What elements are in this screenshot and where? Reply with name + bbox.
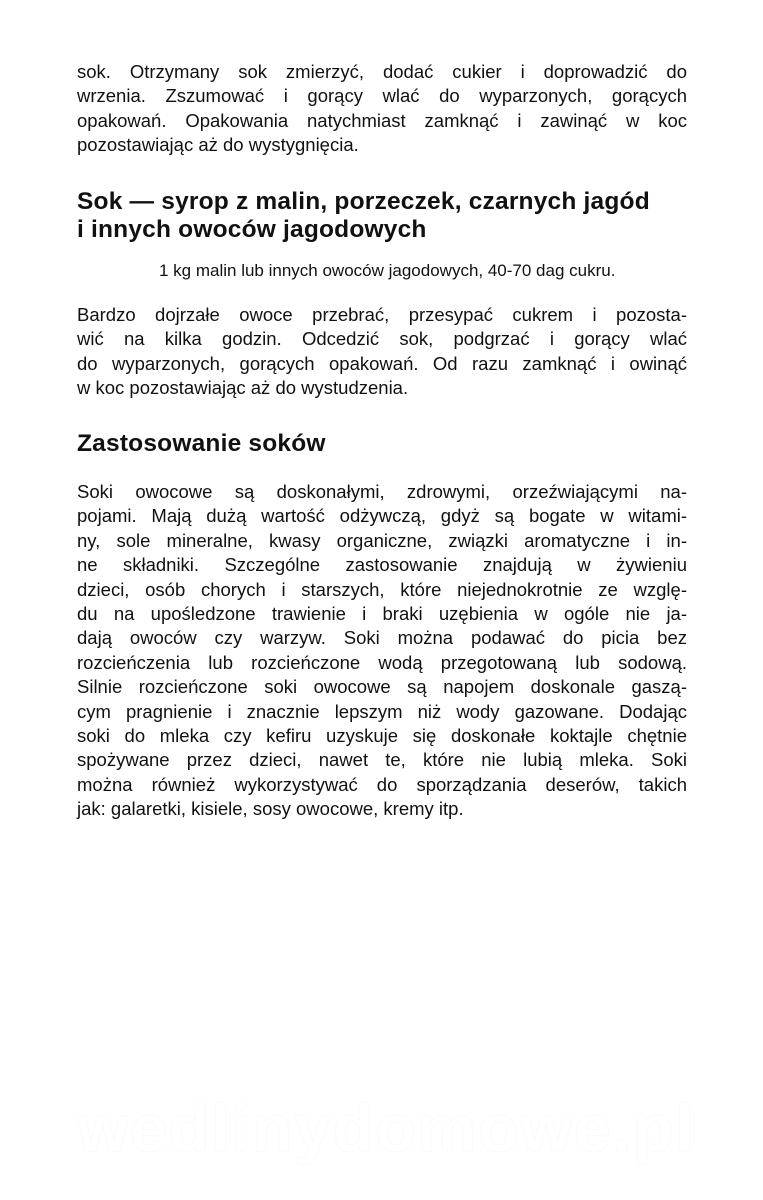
- text-line: wić na kilka godzin. Odcedzić sok, podgrzać i gorący wlać: [77, 328, 687, 350]
- section-heading-usage: Zastosowanie soków: [77, 430, 326, 457]
- text-line: w koc pozostawiając aż do wystudzenia.: [77, 377, 409, 399]
- text-line: dają owoców czy warzyw. Soki można podawać do picia bez: [77, 627, 687, 649]
- usage-paragraph: [77, 480, 687, 822]
- text-line: spożywane przez dzieci, nawet te, które nie lubią mleka. Soki: [77, 749, 687, 771]
- syrup-instructions: [77, 303, 687, 401]
- intro-paragraph: [77, 60, 687, 158]
- text-line: cym pragnienie i znacznie lepszym niż wody gazowane. Dodając: [77, 700, 687, 722]
- text-line: soki do mleka czy kefiru uzyskuje się doskonałe koktajle chętnie: [77, 725, 687, 747]
- heading-line: Sok — syrop z malin, porzeczek, czarnych jagód: [77, 188, 650, 215]
- text-line: sok. Otrzymany sok zmierzyć, dodać cukier i doprowadzić do: [77, 61, 687, 82]
- text-line: Bardzo dojrzałe owoce przebrać, przesypać cukrem i pozosta-: [77, 304, 687, 325]
- heading-line: i innych owoców jagodowych: [77, 216, 427, 243]
- text-line: dzieci, osób chorych i starszych, które niejednokrotnie ze wzglę-: [77, 578, 687, 600]
- text-line: du na upośledzone trawienie i braki uzębienia w ogóle nie ja-: [77, 603, 687, 625]
- text-line: opakowań. Opakowania natychmiast zamknąć i zawinąć w koc: [77, 109, 687, 131]
- watermark: wedlinydomowe.pl: [77, 1091, 696, 1165]
- text-line: Soki owocowe są doskonałymi, zdrowymi, orzeźwiającymi na-: [77, 481, 687, 502]
- text-line: wrzenia. Zszumować i gorący wlać do wyparzonych, gorących: [77, 85, 687, 107]
- text-line: pojami. Mają dużą wartość odżywczą, gdyż są bogate w witami-: [77, 505, 687, 527]
- text-line: pozostawiając aż do wystygnięcia.: [77, 134, 359, 156]
- text-line: do wyparzonych, gorących opakowań. Od razu zamknąć i owinąć: [77, 352, 687, 374]
- text-line: rozcieńczenia lub rozcieńczone wodą przegotowaną lub sodową.: [77, 651, 687, 673]
- section-heading-syrup: [77, 188, 697, 244]
- text-line: można również wykorzystywać do sporządzania deserów, takich: [77, 773, 687, 795]
- text-line: Silnie rozcieńczone soki owocowe są napojem doskonale gaszą-: [77, 676, 687, 698]
- ingredients-line: 1 kg malin lub innych owoców jagodowych, 40-70 dag cukru.: [159, 261, 616, 280]
- text-line: jak: galaretki, kisiele, sosy owocowe, kremy itp.: [77, 798, 464, 820]
- text-line: ne składniki. Szczególne zastosowanie znajdują w żywieniu: [77, 554, 687, 576]
- text-line: ny, sole mineralne, kwasy organiczne, związki aromatyczne i in-: [77, 529, 687, 551]
